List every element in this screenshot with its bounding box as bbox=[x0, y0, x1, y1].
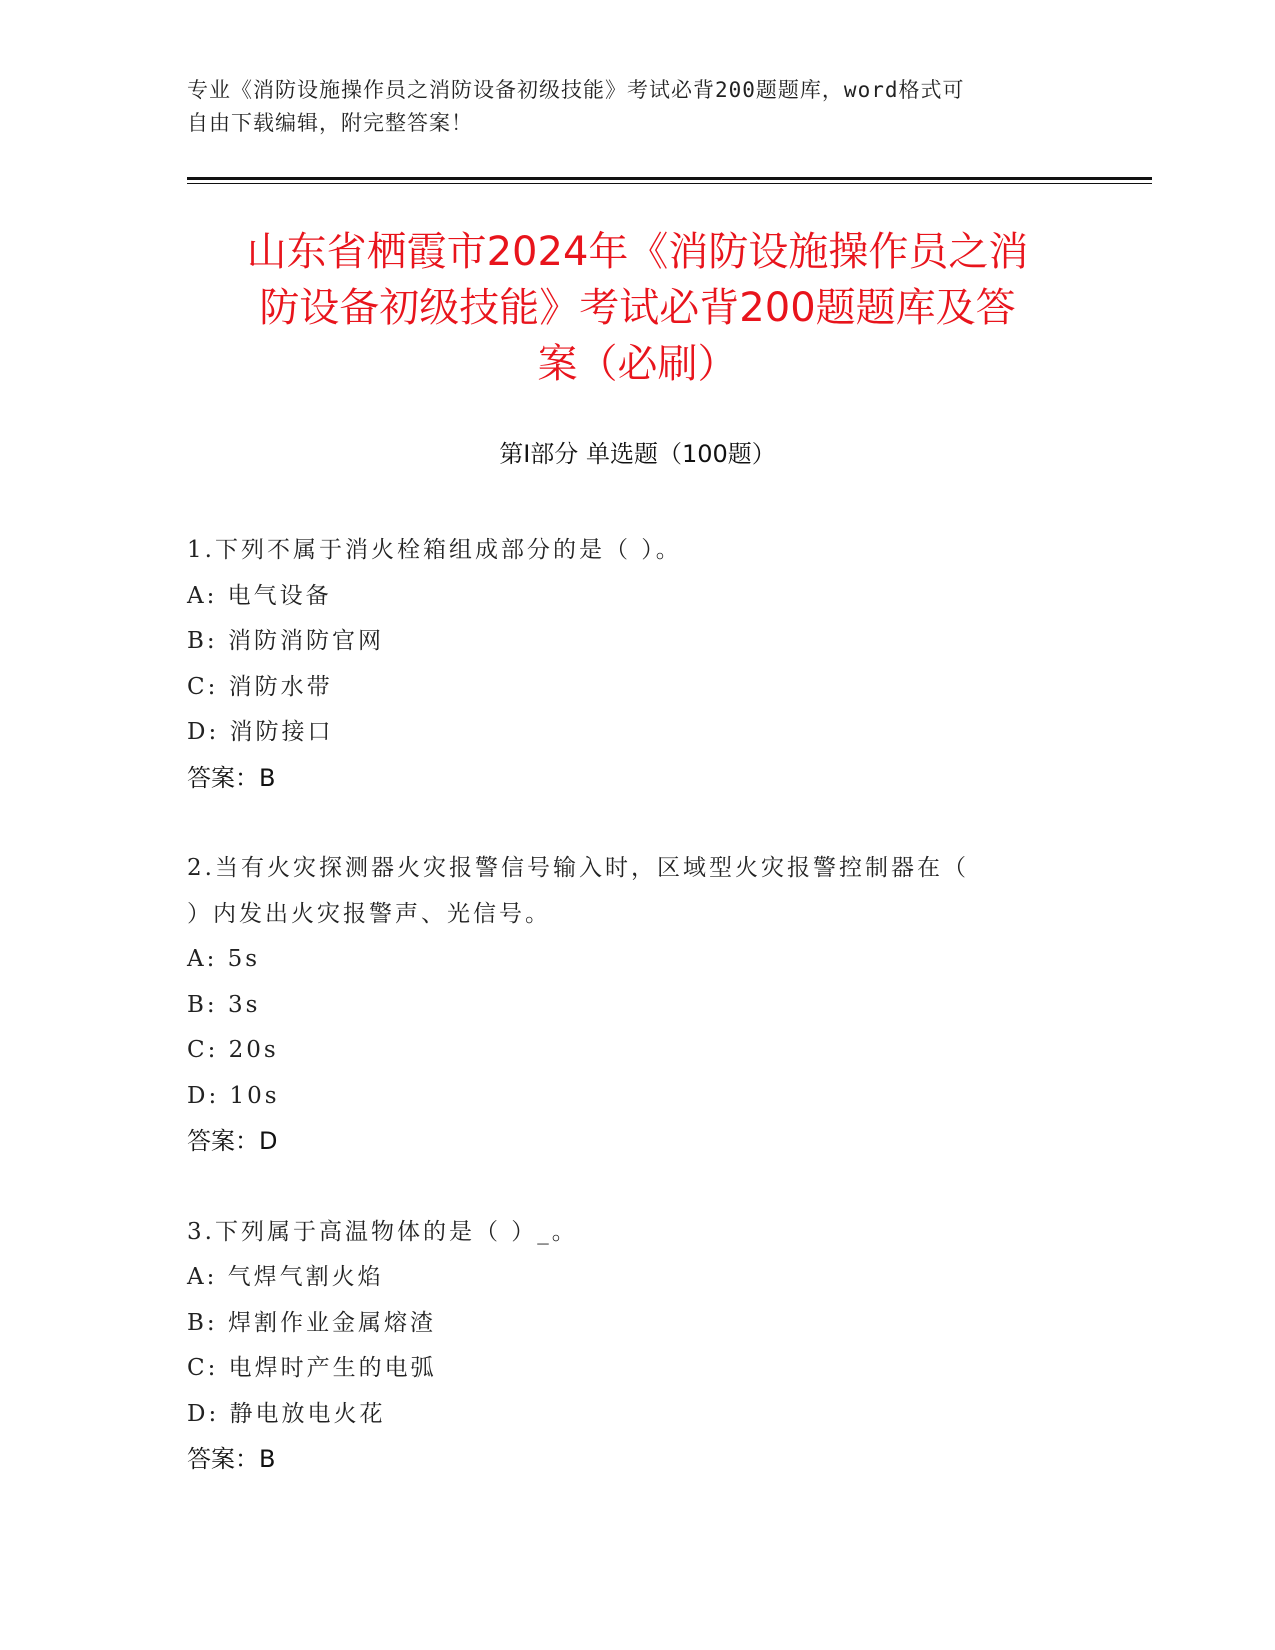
question-spacer bbox=[187, 1165, 1087, 1210]
question-spacer bbox=[187, 801, 1087, 846]
option-b: B: 焊割作业金属熔渣 bbox=[187, 1309, 436, 1336]
question-stem: 3.下列属于高温物体的是（ ）_。 bbox=[187, 1218, 578, 1245]
option-a: A: 电气设备 bbox=[187, 582, 332, 609]
question-stem: 1.下列不属于消火栓箱组成部分的是（ ）。 bbox=[187, 537, 682, 563]
option-c: C: 电焊时产生的电弧 bbox=[187, 1355, 437, 1381]
option-a: A: 气焊气割火焰 bbox=[187, 1264, 384, 1290]
question-stem-line2: ）内发出火灾报警声、光信号。 bbox=[187, 900, 551, 927]
question-3 bbox=[187, 1210, 1087, 1483]
question-list bbox=[187, 528, 1087, 1483]
option-d: D: 静电放电火花 bbox=[187, 1400, 386, 1427]
option-a: A: 5s bbox=[187, 946, 261, 972]
section-heading: 第Ⅰ部分 单选题（100题） bbox=[499, 440, 776, 468]
question-stem-line1: 2.当有火灾探测器火灾报警信号输入时，区域型火灾报警控制器在（ bbox=[187, 855, 969, 881]
answer: 答案：D bbox=[187, 1127, 278, 1155]
option-c: C: 消防水带 bbox=[187, 673, 333, 700]
question-2 bbox=[187, 846, 1087, 1165]
document-title bbox=[180, 224, 1095, 392]
question-1 bbox=[187, 528, 1087, 801]
document-title-line3: 案（必刷） bbox=[537, 341, 738, 387]
header-divider-thin bbox=[187, 183, 1152, 184]
option-d: D: 10s bbox=[187, 1082, 280, 1109]
option-b: B: 消防消防官网 bbox=[187, 628, 384, 654]
document-title-line2: 防设备初级技能》考试必背200题题库及答 bbox=[259, 285, 1016, 331]
option-d: D: 消防接口 bbox=[187, 719, 334, 745]
document-title-line1: 山东省栖霞市2024年《消防设施操作员之消 bbox=[246, 229, 1029, 275]
header-note bbox=[187, 74, 1067, 140]
answer: 答案：B bbox=[187, 1445, 276, 1473]
option-b: B: 3s bbox=[187, 991, 261, 1018]
header-note-line2: 自由下载编辑，附完整答案！ bbox=[187, 111, 473, 135]
option-c: C: 20s bbox=[187, 1037, 279, 1063]
answer: 答案：B bbox=[187, 763, 276, 792]
header-note-line1: 专业《消防设施操作员之消防设备初级技能》考试必背200题题库，word格式可 bbox=[187, 78, 965, 102]
header-divider-thick bbox=[187, 177, 1152, 180]
